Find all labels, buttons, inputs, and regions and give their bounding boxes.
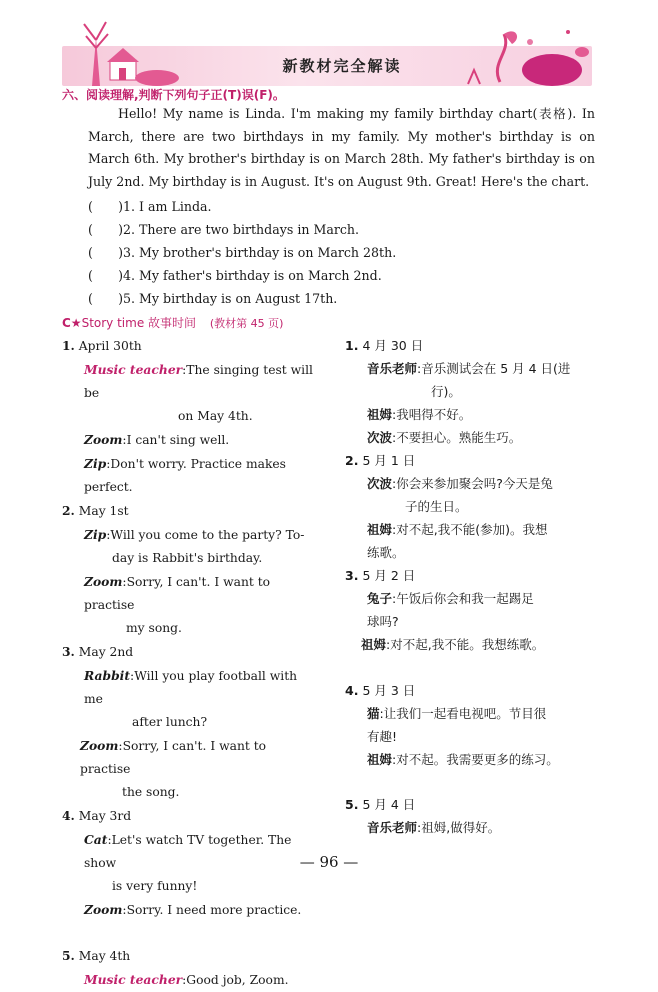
speaker-name: 音乐老师: [367, 820, 418, 835]
speaker-name: 次波: [367, 476, 393, 491]
speaker-name: Cat: [84, 832, 108, 847]
speaker-name: Zoom: [80, 738, 119, 753]
dialogue-line-cont: after lunch?: [132, 715, 208, 729]
dialogue-line: 不要担心。熟能生巧。: [396, 430, 522, 445]
speaker-name: 音乐老师: [367, 361, 418, 376]
dialogue-line: 对不起。我需要更多的练习。: [396, 752, 559, 767]
speaker-name: 兔子: [367, 591, 393, 606]
speaker-name: 次波: [367, 430, 393, 445]
dialogue-line: Good job, Zoom.: [186, 973, 289, 987]
speaker-name: Zoom: [84, 432, 123, 447]
question-4: ( )4. My father's birthday is on March 2nd.: [88, 268, 382, 283]
dialogue-line-cont: on May 4th.: [178, 409, 253, 423]
item-number: 2.: [345, 453, 359, 468]
dialogue-line-cont: day is Rabbit's birthday.: [112, 551, 263, 565]
dialogue-line: Sorry. I need more practice.: [126, 903, 302, 917]
header-banner: [62, 18, 592, 78]
item-number: 1.: [62, 338, 75, 353]
dialogue-line-cont: 球吗?: [367, 614, 399, 629]
dialogue-1-cn: 1. 4 月 30 日 音乐老师:音乐测试会在 5 月 4 日(进 行)。 祖姆:我唱得不好。 次波:不要担心。熟能生巧。: [345, 334, 595, 449]
dialogue-line: 音乐测试会在 5 月 4 日(进: [421, 361, 571, 376]
english-column: [62, 334, 317, 992]
dialogue-line: Sorry, I can't. I want to practise: [84, 575, 271, 612]
speaker-name: Zip: [84, 527, 107, 542]
page-number: — 96 —: [299, 853, 359, 871]
dialogue-line: 对不起,我不能(参加)。我想: [396, 522, 548, 537]
item-number: 3.: [62, 644, 75, 659]
item-date: May 2nd: [78, 645, 134, 659]
question-1: ( )1. I am Linda.: [88, 199, 212, 214]
speaker-name: 祖姆: [367, 407, 393, 422]
dialogue-line: The singing test will be: [84, 363, 313, 400]
question-5: ( )5. My birthday is on August 17th.: [88, 291, 338, 306]
item-date: 5 月 2 日: [362, 568, 416, 583]
dialogue-line: 我唱得不好。: [396, 407, 472, 422]
dialogue-line: Will you play football with me: [84, 669, 298, 706]
item-number: 5.: [345, 797, 359, 812]
item-date: 5 月 4 日: [362, 797, 416, 812]
story-heading: [62, 314, 283, 331]
dialogue-line-cont: my song.: [126, 621, 182, 635]
dialogue-line: 祖姆,做得好。: [421, 820, 501, 835]
item-date: April 30th: [78, 339, 142, 353]
dialogue-1: 1. April 30th Music teacher:The singing test will be on May 4th. Zoom:I can't sing well. Zip:Don't worry. Practice makes perfect.: [62, 334, 317, 499]
item-number: 2.: [62, 503, 75, 518]
speaker-name: 猫: [367, 706, 380, 721]
speaker-name: 祖姆: [361, 637, 387, 652]
dialogue-line-cont: 行)。: [431, 384, 461, 399]
question-3: ( )3. My brother's birthday is on March 28th.: [88, 245, 397, 260]
section-heading: 六、阅读理解,判断下列句子正(T)误(F)。: [62, 88, 285, 102]
item-number: 4.: [345, 683, 359, 698]
item-number: 5.: [62, 948, 75, 963]
story-reference: (教材第 45 页): [209, 317, 284, 330]
dialogue-line-cont: 有趣!: [367, 729, 398, 744]
dialogue-4-cn: 4. 5 月 3 日 猫:让我们一起看电视吧。节目很 有趣! 祖姆:对不起。我需要更多的练习。: [345, 679, 595, 771]
flower-decoration: [460, 22, 592, 86]
tree-house-decoration: [62, 18, 182, 86]
dialogue-5: 5. May 4th Music teacher:Good job, Zoom.: [62, 948, 289, 987]
item-date: 5 月 3 日: [362, 683, 416, 698]
dialogue-line: 午饭后你会和我一起踢足: [396, 591, 534, 606]
item-date: May 3rd: [78, 809, 132, 823]
story-marker: C★: [62, 316, 82, 330]
dialogue-line-cont: the song.: [122, 785, 180, 799]
chinese-column: [345, 334, 595, 839]
header-title: 新教材完全解读: [282, 57, 402, 75]
speaker-name: Zoom: [84, 902, 123, 917]
dialogue-line: I can't sing well.: [126, 433, 230, 447]
speaker-name: Rabbit: [84, 668, 131, 683]
item-number: 1.: [345, 338, 359, 353]
dialogue-line-cont: is very funny!: [112, 879, 198, 893]
speaker-name: Music teacher: [84, 972, 183, 987]
reading-passage: Hello! My name is Linda. I'm making my family birthday chart(表格). In March, there are two birthdays in my family. My mother's birthday is on March 6th. My brother's birthday is on March 28th. My father's birthday is on July 2nd. My birthday is in August. It's on August 9th. Great! Here's the chart.: [88, 106, 595, 189]
item-number: 3.: [345, 568, 359, 583]
dialogue-line-cont: 子的生日。: [405, 499, 468, 514]
dialogue-5-cn: 5. 5 月 4 日 音乐老师:祖姆,做得好。: [345, 797, 501, 835]
speaker-name: 祖姆: [367, 522, 393, 537]
dialogue-3-cn: 3. 5 月 2 日 兔子:午饭后你会和我一起踢足 球吗? 祖姆:对不起,我不能。我想练歌。: [345, 564, 595, 656]
speaker-name: Zoom: [84, 574, 123, 589]
speaker-name: Music teacher: [84, 362, 183, 377]
dialogue-3: 3. May 2nd Rabbit:Will you play football with me after lunch? Zoom:Sorry, I can't. I want to practise the song.: [62, 640, 317, 804]
dialogue-4: 4. May 3rd Cat:Let's watch TV together. The show is very funny! Zoom:Sorry. I need more practice.: [62, 804, 317, 922]
dialogue-line: Don't worry. Practice makes perfect.: [84, 457, 286, 494]
dialogue-2: 2. May 1st Zip:Will you come to the party? To- day is Rabbit's birthday. Zoom:Sorry, I can't. I want to practise my song.: [62, 499, 317, 640]
question-2: ( )2. There are two birthdays in March.: [88, 222, 360, 237]
dialogue-line: Let's watch TV together. The show: [84, 833, 292, 870]
speaker-name: 祖姆: [367, 752, 393, 767]
dialogue-line: Sorry, I can't. I want to practise: [80, 739, 267, 776]
item-date: May 1st: [78, 504, 129, 518]
dialogue-line: Will you come to the party? To-: [110, 528, 305, 542]
item-date: May 4th: [78, 949, 131, 963]
dialogue-line-cont: 练歌。: [367, 545, 405, 560]
item-date: 4 月 30 日: [362, 338, 424, 353]
item-number: 4.: [62, 808, 75, 823]
dialogue-line: 让我们一起看电视吧。节目很: [383, 706, 547, 721]
item-date: 5 月 1 日: [362, 453, 416, 468]
dialogue-line: 对不起,我不能。我想练歌。: [390, 637, 545, 652]
dialogue-2-cn: 2. 5 月 1 日 次波:你会来参加聚会吗?今天是兔 子的生日。 祖姆:对不起,我不能(参加)。我想 练歌。: [345, 449, 595, 564]
dialogue-line: 你会来参加聚会吗?今天是兔: [396, 476, 553, 491]
speaker-name: Zip: [84, 456, 107, 471]
story-title: Story time 故事时间: [81, 316, 197, 330]
